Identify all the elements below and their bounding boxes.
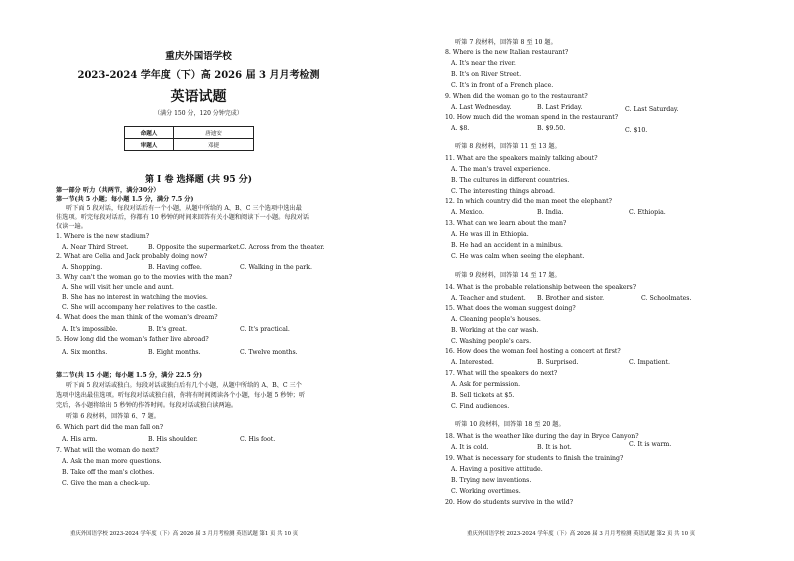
option-c: C. Schoolmates. — [641, 295, 692, 302]
material-heading: 听第 7 段材料，回答第 8 至 10 题。 — [455, 39, 557, 46]
question-14: 14. What is the probable relationship between the speakers? — [445, 284, 637, 291]
material-heading: 听第 8 段材料，回答第 11 至 13 题。 — [455, 143, 561, 150]
table-value: 邓捷 — [174, 139, 254, 151]
option-c: C. It is warm. — [629, 441, 672, 448]
question-17: 17. What will the speakers do next? — [445, 370, 558, 377]
option-a: A. Teacher and student. — [451, 295, 526, 302]
instruction-line: 选项中选出最佳选项。听每段对话或独白前，你将有时间阅读各个小题，每小题 5 秒钟；听 — [56, 392, 306, 399]
question-19: 19. What is necessary for students to finish the training? — [445, 455, 624, 462]
option-a: A. The man's travel experience. — [451, 166, 551, 173]
option-c: C. His foot. — [240, 436, 276, 443]
option-b: B. Brother and sister. — [537, 295, 605, 302]
question-1: 1. Where is the new stadium? — [56, 233, 150, 240]
option-a: A. Six months. — [62, 349, 108, 356]
page-footer: 重庆外国语学校 2023-2024 学年度（下）高 2026 届 3 月月考检测 英语试题 第2 页 共 10 页 — [467, 531, 696, 537]
part-title: 第一部分 听力（共两节，满分30分） — [56, 187, 160, 194]
instruction-line: 仅读一遍。 — [56, 223, 87, 230]
option-a: A. He was ill in Ethiopia. — [451, 231, 529, 238]
instruction-line: 听下面 5 段对话或独白。每段对话或独白后有几个小题，从题中所给的 A、B、C 三个 — [66, 382, 302, 389]
option-c: C. Across from the theater. — [240, 244, 325, 251]
section-title: 第二节(共 15 小题；每小题 1.5 分，满分 22.5 分) — [56, 372, 203, 379]
option-c: C. Washing people's cars. — [451, 338, 532, 345]
option-b: B. India. — [537, 209, 564, 216]
material-heading: 听第 10 段材料，回答第 18 至 20 题。 — [455, 421, 565, 428]
question-4: 4. What does the man think of the woman's dream? — [56, 314, 218, 321]
option-a: A. It is cold. — [451, 444, 489, 451]
option-c: C. $10. — [625, 127, 648, 134]
option-a: A. Last Wednesday. — [451, 104, 512, 111]
material-heading: 听第 6 段材料，回答第 6、7 题。 — [66, 413, 160, 420]
option-c: C. Walking in the park. — [240, 264, 312, 271]
option-a: A. Ask the man more questions. — [62, 458, 162, 465]
school-name: 重庆外国语学校 — [165, 51, 232, 62]
right-page — [397, 0, 794, 561]
option-a: A. Mexico. — [451, 209, 484, 216]
option-b: B. Trying new inventions. — [451, 477, 532, 484]
question-9: 9. When did the woman go to the restaurant? — [445, 93, 588, 100]
option-c: C. Working overtimes. — [451, 488, 521, 495]
instruction-line: 佳选项。听完每段对话后，你都有 10 秒钟的时间来回答有关小题和阅读下一小题。每段对话 — [56, 214, 310, 221]
option-a: A. It's near the river. — [451, 60, 516, 67]
option-c: C. It's in front of a French place. — [451, 82, 554, 89]
option-c: C. Twelve months. — [240, 349, 298, 356]
instruction-line: 听下面 5 段对话，每段对话后有一个小题，从题中所给的 A、B、C 三个选项中选出最 — [66, 205, 302, 212]
table-row — [125, 127, 254, 139]
option-b: B. The cultures in different countries. — [451, 177, 570, 184]
question-12: 12. In which country did the man meet the elephant? — [445, 198, 612, 205]
option-b: B. Working at the car wash. — [451, 327, 539, 334]
question-8: 8. Where is the new Italian restaurant? — [445, 49, 569, 56]
option-c: C. The interesting things abroad. — [451, 188, 555, 195]
table-value: 唐迪安 — [174, 127, 254, 139]
page-footer: 重庆外国语学校 2023-2024 学年度（下）高 2026 届 3 月月考检测 英语试题 第1 页 共 10 页 — [70, 531, 299, 537]
subject-title: 英语试题 — [170, 89, 227, 105]
option-b: B. She has no interest in watching the movies. — [62, 294, 208, 301]
question-5: 5. How long did the woman's father live abroad? — [56, 336, 209, 343]
option-b: B. Opposite the supermarket. — [148, 244, 241, 251]
option-b: B. Eight months. — [148, 349, 201, 356]
question-2: 2. What are Celia and Jack probably doing now? — [56, 253, 208, 260]
question-18: 18. What is the weather like during the day in Bryce Canyon? — [445, 433, 639, 440]
info-table — [124, 126, 254, 151]
option-b: B. It is hot. — [537, 444, 572, 451]
instruction-line: 完后，各小题将给出 5 秒钟的作答时间。每段对话或独白读两遍。 — [56, 402, 238, 409]
score-note: （满分 150 分，120 分钟完成） — [154, 110, 243, 117]
table-label: 命题人 — [125, 127, 174, 139]
option-c: C. It's practical. — [240, 326, 290, 333]
option-a: A. Having a positive attitude. — [451, 466, 543, 473]
option-b: B. He had an accident in a minibus. — [451, 242, 563, 249]
option-a: A. $8. — [451, 125, 470, 132]
table-label: 审题人 — [125, 139, 174, 151]
option-c: C. Give the man a check-up. — [62, 480, 150, 487]
option-a: A. Shopping. — [62, 264, 103, 271]
exam-title: 2023-2024 学年度（下）高 2026 届 3 月月考检测 — [77, 70, 320, 81]
option-c: C. Last Saturday. — [625, 106, 679, 113]
question-20: 20. How do students survive in the wild? — [445, 499, 574, 506]
option-b: B. $9.50. — [537, 125, 566, 132]
option-a: A. She will visit her uncle and aunt. — [62, 284, 174, 291]
material-heading: 听第 9 段材料，回答第 14 至 17 题。 — [455, 272, 561, 279]
option-b: B. His shoulder. — [148, 436, 198, 443]
question-13: 13. What can we learn about the man? — [445, 220, 567, 227]
option-b: B. Surprised. — [537, 359, 579, 366]
option-b: B. Last Friday. — [537, 104, 583, 111]
option-c: C. Find audiences. — [451, 403, 510, 410]
option-c: C. Ethiopia. — [629, 209, 666, 216]
option-a: A. His arm. — [62, 436, 98, 443]
option-c: C. He was calm when seeing the elephant. — [451, 253, 585, 260]
question-10: 10. How much did the woman spend in the restaurant? — [445, 114, 619, 121]
volume-title: 第 I 卷 选择题 (共 95 分) — [144, 175, 253, 185]
question-3: 3. Why can't the woman go to the movies with the man? — [56, 274, 233, 281]
option-b: B. Take off the man's clothes. — [62, 469, 155, 476]
option-a: A. Cleaning people's houses. — [451, 316, 541, 323]
option-c: C. Impatient. — [629, 359, 670, 366]
question-15: 15. What does the woman suggest doing? — [445, 305, 576, 312]
option-a: A. Interested. — [451, 359, 494, 366]
section-title: 第一节(共 5 小题；每小题 1.5 分，满分 7.5 分) — [56, 196, 194, 203]
option-b: B. It's great. — [148, 326, 187, 333]
table-row — [125, 139, 254, 151]
option-b: B. Sell tickets at $5. — [451, 392, 515, 399]
option-b: B. It's on River Street. — [451, 71, 522, 78]
option-a: A. Ask for permission. — [451, 381, 521, 388]
option-a: A. It's impossible. — [62, 326, 118, 333]
option-a: A. Near Third Street. — [62, 244, 129, 251]
option-c: C. She will accompany her relatives to the castle. — [62, 304, 218, 311]
question-16: 16. How does the woman feel hosting a concert at first? — [445, 348, 621, 355]
question-6: 6. Which part did the man fall on? — [56, 424, 164, 431]
question-7: 7. What will the woman do next? — [56, 447, 159, 454]
question-11: 11. What are the speakers mainly talking about? — [445, 155, 598, 162]
option-b: B. Having coffee. — [148, 264, 202, 271]
